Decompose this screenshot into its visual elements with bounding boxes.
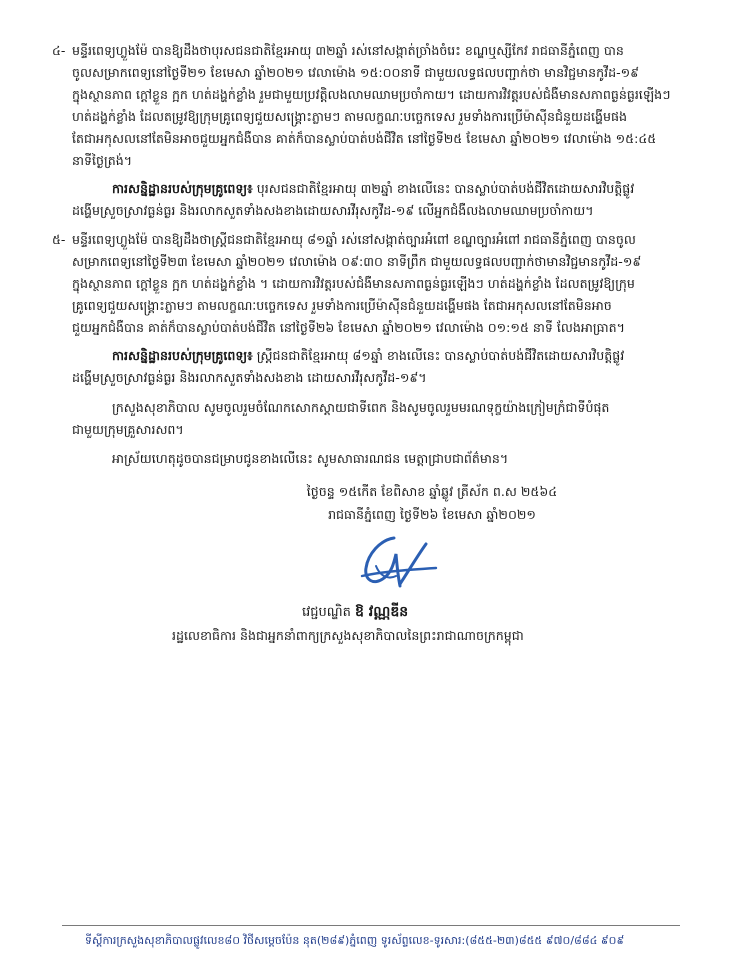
item-5-number: ៥-: [52, 232, 66, 247]
footer-address: ទីស្តីការក្រសួងសុខាភិបាលផ្លូវលេខ៨០ វិថីសម្តេចប៉ែន នុត(២៨៩)ភ្នំពេញ ទូរស័ព្ទលេខ-ទូរសារ:(៨៥៥-២៣)៨៥៥ ៩៧០/៨៨៤ ៩០៩: [85, 934, 625, 947]
item-4-line-3: ក្នុងស្ថានភាព ក្តៅខ្លួន ក្អក ហត់ដង្ហក់ខ្លាំង រួមជាមួយប្រវត្តិលងលាមឈាមប្រចាំកាយ។ ដោយការវិវត្តរបស់ជំងឺមានសភាពធ្ងន់ធ្ងរឡើងៗ: [72, 87, 671, 102]
item-5-finding-text: ស្ត្រីជនជាតិខ្មែរអាយុ ៨១ឆ្នាំ ខាងលើនេះ បានស្លាប់បាត់បង់ជីវិតដោយសារវិបត្តិផ្លូវ: [252, 348, 625, 363]
lunar-date: ថ្ងៃចន្ទ ១៥កើត ខែពិសាខ ឆ្នាំឆ្លូវ ត្រីស័ក ព.ស ២៥៦៤: [306, 484, 558, 499]
condolence-line-2: ជាមួយក្រុមគ្រួសារសព។: [72, 422, 184, 437]
item-5-line-2: សម្រាកពេទ្យនៅថ្ងៃទី២៣ ខែមេសា ឆ្នាំ២០២១ វេលាម៉ោង ០៩:៣០ នាទីព្រឹក ជាមួយលទ្ធផលបញ្ជាក់ថាមានវិជ្ជមានកូវីដ-១៩: [72, 254, 642, 269]
signature-image: [350, 532, 440, 592]
item-4-line-5: តែជាអកុសលនៅតែមិនអាចជួយអ្នកជំងឺបាន គាត់ក៏បានស្លាប់បាត់បង់ជីវិត នៅថ្ងៃទី២៥ ខែមេសា ឆ្នាំ២០២១ វេលាម៉ោង ១៥:៤៥: [72, 131, 657, 146]
footer-divider: [62, 925, 680, 926]
item-5-line-4: គ្រូពេទ្យជួយសង្គ្រោះភ្លាមៗ តាមលក្ខណៈបច្ចេកទេស រួមទាំងការប្រើម៉ាស៊ីនជំនួយដង្ហើមផង តែជាអកុសលនៅតែមិនអាច: [72, 298, 612, 313]
signer-name: ឱ វណ្ណឌីន: [355, 604, 409, 620]
signer-title: រដ្ឋលេខាធិការ និងជាអ្នកនាំពាក្យក្រសួងសុខាភិបាលនៃព្រះរាជាណាចក្រកម្ពុជា: [172, 628, 524, 643]
item-4-finding-text: បុរសជនជាតិខ្មែរអាយុ ៣២ឆ្នាំ ខាងលើនេះ បានស្លាប់បាត់បង់ជីវិតដោយសារវិបត្តិផ្លូវ: [252, 181, 635, 196]
item-5-finding-line-2: ដង្ហើមស្រួចស្រាវធ្ងន់ធ្ងរ និងរលាកសួតទាំងសងខាង ដោយសារវីរុសកូវីដ-១៩។: [72, 370, 427, 385]
item-4-finding-line-2: ដង្ហើមស្រួចស្រាវធ្ងន់ធ្ងរ និងរលាកសួតទាំងសងខាងដោយសារវីរុសកូវីដ-១៩ លើអ្នកជំងឺលងលាមឈាមប្រចាំកាយ។: [72, 203, 594, 218]
signer-prefix: វេជ្ជបណ្ឌិត: [302, 605, 351, 620]
item-5-line-3: ក្នុងស្ថានភាព ក្តៅខ្លួន ក្អក ហត់ដង្ហក់ខ្លាំង ។ ដោយការវិវត្តរបស់ជំងឺមានសភាពធ្ងន់ធ្ងរឡើងៗ ហត់ដង្ហក់ខ្លាំង ដែលតម្រូវឱ្យក្រុម: [72, 276, 635, 291]
closing-statement: អាស្រ័យហេតុដូចបានជម្រាបជូនខាងលើនេះ សូមសាធារណជន មេត្តាជ្រាបជាព័ត៌មាន។: [112, 451, 509, 466]
condolence-line-1: ក្រសួងសុខាភិបាល សូមចូលរួមចំណែកសោកស្តាយជាទីពេក និងសូមចូលរួមមរណទុក្ខយ៉ាងក្រៀមក្រំជាទីបំផុត: [112, 400, 610, 415]
item-4-line-1: មន្ទីរពេទ្យហ្លួងម៉ែ បានឱ្យដឹងថាបុរសជនជាតិខ្មែរអាយុ ៣២ឆ្នាំ រស់នៅសង្កាត់ច្រាំងចំរេះ ខណ្ឌឬស្សីកែវ រាជធានីភ្នំពេញ បាន: [72, 43, 624, 58]
item-4-line-4: ហត់ដង្ហក់ខ្លាំង ដែលតម្រូវឱ្យក្រុមគ្រូពេទ្យជួយសង្គ្រោះភ្លាមៗ តាមលក្ខណៈបច្ចេកទេស រួមទាំងការប្រើម៉ាស៊ីនជំនួយដង្ហើមផង: [72, 109, 627, 124]
item-4-finding-label: ការសន្និដ្ឋានរបស់ក្រុមគ្រូពេទ្យ៖: [112, 181, 253, 196]
item-4-number: ៤-: [52, 43, 66, 58]
item-5-line-5: ជួយអ្នកជំងឺបាន គាត់ក៏បានស្លាប់បាត់បង់ជីវិត នៅថ្ងៃទី២៦ ខែមេសា ឆ្នាំ២០២១ វេលាម៉ោង ០១:១៥ នាទី លែងអាធ្រាត។: [72, 320, 625, 335]
place-date: រាជធានីភ្នំពេញ ថ្ងៃទី២៦ ខែមេសា ឆ្នាំ២០២១: [328, 507, 536, 522]
item-5-line-1: មន្ទីរពេទ្យហ្លួងម៉ែ បានឱ្យដឹងថាស្ត្រីជនជាតិខ្មែរអាយុ ៨១ឆ្នាំ រស់នៅសង្កាត់ច្បារអំពៅ ខណ្ឌច្បារអំពៅ រាជធានីភ្នំពេញ បានចូល: [72, 232, 636, 247]
item-4-finding: [112, 178, 692, 200]
item-5-finding-label: ការសន្និដ្ឋានរបស់ក្រុមគ្រូពេទ្យ៖: [112, 348, 253, 363]
item-5-finding: [112, 345, 692, 367]
signer-name-line: [302, 601, 408, 624]
item-4-line-2: ចូលសម្រាកពេទ្យនៅថ្ងៃទី២១ ខែមេសា ឆ្នាំ២០២១ វេលាម៉ោង ១៥:០០នាទី ជាមួយលទ្ធផលបញ្ជាក់ថា មានវិជ្ជមានកូវីដ-១៩: [72, 65, 640, 80]
item-4-line-6: នាទីថ្ងៃត្រង់។: [72, 153, 133, 168]
